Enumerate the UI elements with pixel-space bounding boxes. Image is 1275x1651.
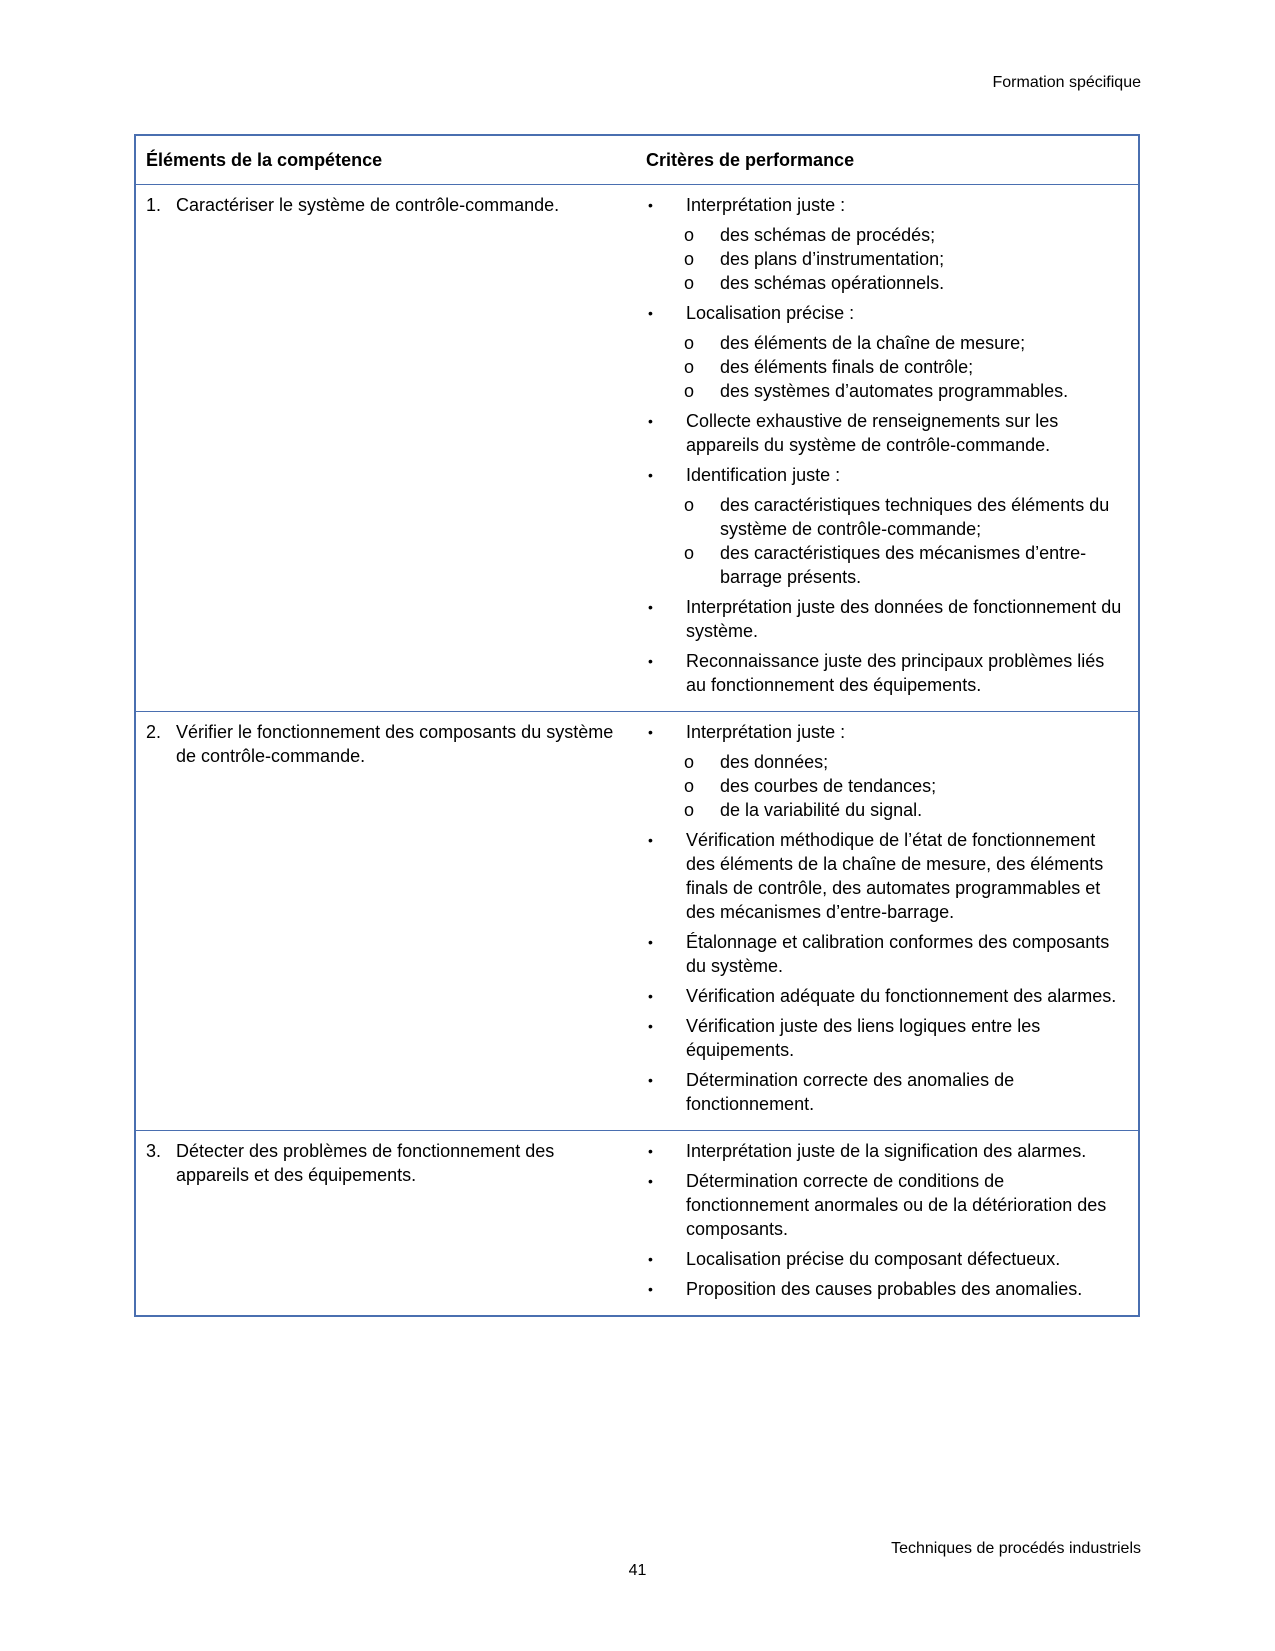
criterion [646, 720, 1128, 744]
competence-element [146, 720, 626, 768]
criterion [646, 1169, 1128, 1241]
sub-bullet-icon: o [684, 752, 695, 772]
sub-bullet-icon: o [684, 800, 695, 820]
sub-criterion-text: des courbes de tendances; [720, 776, 937, 796]
bullet-icon: • [648, 467, 653, 483]
criterion [646, 1068, 1128, 1116]
element-cell [135, 1131, 636, 1317]
bullet-icon: • [648, 1072, 653, 1088]
sub-criterion-text: des plans d’instrumentation; [720, 249, 945, 269]
sub-bullet-icon: o [684, 776, 695, 796]
competence-element [146, 1139, 626, 1187]
bullet-icon: • [648, 988, 653, 1004]
sub-bullet-icon: o [684, 225, 695, 245]
running-footer: Techniques de procédés industriels [891, 1540, 1141, 1557]
sub-criterion [684, 541, 1128, 589]
sub-bullet-icon: o [684, 357, 695, 377]
criterion [646, 930, 1128, 978]
criterion-text: Localisation précise : [686, 303, 855, 323]
sub-criterion-text: des systèmes d’automates programmables. [720, 381, 1069, 401]
bullet-icon: • [648, 413, 653, 429]
header-elements: Éléments de la compétence [146, 150, 383, 170]
criterion [646, 1277, 1128, 1301]
bullet-icon: • [648, 1251, 653, 1267]
criterion [646, 1139, 1128, 1163]
sub-criterion [684, 798, 1128, 822]
sub-bullet-icon: o [684, 381, 695, 401]
sub-criterion [684, 493, 1128, 541]
criterion [646, 193, 1128, 217]
bullet-icon: • [648, 305, 653, 321]
sub-bullet-icon: o [684, 333, 695, 353]
criterion-text: Vérification méthodique de l’état de fonctionnement des éléments de la chaîne de mesure, des éléments finals de contrôle, des automates programmables et des mécanismes d’entre-barrage. [686, 830, 1104, 922]
sub-criteria-list [646, 493, 1128, 589]
criterion [646, 409, 1128, 457]
sub-bullet-icon: o [684, 543, 695, 563]
sub-criteria-list [646, 750, 1128, 822]
criterion-text: Vérification juste des liens logiques entre les équipements. [686, 1016, 1041, 1060]
table-row [135, 1131, 1139, 1317]
criteria-cell [636, 185, 1139, 712]
sub-bullet-icon: o [684, 273, 695, 293]
element-text: Vérifier le fonctionnement des composants du système de contrôle-commande. [176, 722, 614, 766]
element-text: Caractériser le système de contrôle-commande. [176, 195, 560, 215]
sub-criterion [684, 223, 1128, 247]
bullet-icon: • [648, 1173, 653, 1189]
criterion [646, 1247, 1128, 1271]
criterion [646, 828, 1128, 924]
criteria-cell [636, 1131, 1139, 1317]
criterion-text: Vérification adéquate du fonctionnement des alarmes. [686, 986, 1117, 1006]
element-number: 1. [146, 195, 162, 215]
criterion-text: Localisation précise du composant défectueux. [686, 1249, 1061, 1269]
criterion-text: Détermination correcte des anomalies de fonctionnement. [686, 1070, 1015, 1114]
sub-criteria-list [646, 223, 1128, 295]
sub-criteria-list [646, 331, 1128, 403]
sub-criterion-text: des éléments finals de contrôle; [720, 357, 974, 377]
sub-criterion-text: des caractéristiques des mécanismes d’entre-barrage présents. [720, 543, 1087, 587]
element-text: Détecter des problèmes de fonctionnement des appareils et des équipements. [176, 1141, 555, 1185]
criterion [646, 595, 1128, 643]
criterion-text: Interprétation juste : [686, 195, 846, 215]
criterion [646, 649, 1128, 697]
sub-criterion-text: de la variabilité du signal. [720, 800, 923, 820]
sub-criterion-text: des schémas de procédés; [720, 225, 936, 245]
criterion-text: Reconnaissance juste des principaux problèmes liés au fonctionnement des équipements. [686, 651, 1105, 695]
criterion-text: Identification juste : [686, 465, 841, 485]
sub-criterion-text: des caractéristiques techniques des éléments du système de contrôle-commande; [720, 495, 1110, 539]
sub-criterion [684, 271, 1128, 295]
bullet-icon: • [648, 832, 653, 848]
bullet-icon: • [648, 1143, 653, 1159]
bullet-icon: • [648, 724, 653, 740]
bullet-icon: • [648, 653, 653, 669]
bullet-icon: • [648, 599, 653, 615]
page-number: 41 [628, 1562, 647, 1579]
criterion [646, 1014, 1128, 1062]
bullet-icon: • [648, 934, 653, 950]
bullet-icon: • [648, 1281, 653, 1297]
sub-criterion-text: des schémas opérationnels. [720, 273, 945, 293]
criterion-text: Interprétation juste de la signification des alarmes. [686, 1141, 1087, 1161]
sub-bullet-icon: o [684, 249, 695, 269]
sub-criterion [684, 247, 1128, 271]
criterion-text: Détermination correcte de conditions de fonctionnement anormales ou de la détérioration des composants. [686, 1171, 1107, 1239]
criterion-text: Interprétation juste des données de fonctionnement du système. [686, 597, 1122, 641]
element-number: 3. [146, 1141, 162, 1161]
sub-criterion-text: des données; [720, 752, 829, 772]
criterion [646, 301, 1128, 325]
criterion-text: Interprétation juste : [686, 722, 846, 742]
criterion-text: Collecte exhaustive de renseignements sur les appareils du système de contrôle-commande. [686, 411, 1059, 455]
sub-criterion [684, 379, 1128, 403]
table-row [135, 185, 1139, 712]
sub-criterion-text: des éléments de la chaîne de mesure; [720, 333, 1026, 353]
criterion [646, 463, 1128, 487]
competence-element [146, 193, 626, 217]
element-number: 2. [146, 722, 162, 742]
bullet-icon: • [648, 197, 653, 213]
competence-table [134, 134, 1140, 1317]
bullet-icon: • [648, 1018, 653, 1034]
sub-criterion [684, 331, 1128, 355]
criterion [646, 984, 1128, 1008]
sub-criterion [684, 750, 1128, 774]
sub-bullet-icon: o [684, 495, 695, 515]
sub-criterion [684, 774, 1128, 798]
element-cell [135, 185, 636, 712]
criterion-text: Proposition des causes probables des anomalies. [686, 1279, 1083, 1299]
table-header-row [135, 135, 1139, 185]
criteria-cell [636, 712, 1139, 1131]
running-header: Formation spécifique [992, 74, 1141, 91]
table-row [135, 712, 1139, 1131]
header-criteria: Critères de performance [646, 150, 855, 170]
sub-criterion [684, 355, 1128, 379]
criterion-text: Étalonnage et calibration conformes des composants du système. [686, 932, 1110, 976]
element-cell [135, 712, 636, 1131]
